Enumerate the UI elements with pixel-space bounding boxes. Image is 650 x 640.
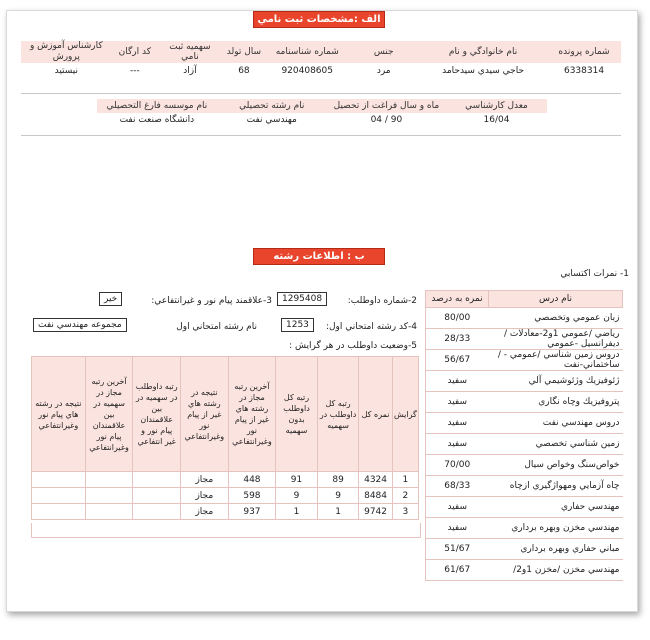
header-education-expert: كارشناس آموزش و پرورش [21,41,112,63]
grades-header-percent: نمره به درصد [426,291,489,308]
rank-cell [133,504,181,520]
rank-header-8: نتيجه در رشته هاي پيام نور وغيرانتفاعي [32,357,86,472]
rank-cell [32,504,86,520]
course-name: مباني حفاري وبهره برداري [489,539,623,560]
divider-1 [21,93,621,94]
rank-table [31,356,419,520]
table-row [32,504,419,520]
course-grade: 68/33 [426,476,489,497]
rank-cell: 9 [317,488,359,504]
rank-cell: 448 [228,472,276,488]
item-2-label: 2-شماره داوطلب: [347,296,417,306]
table-row [426,329,623,350]
graduation-date: 90 / 04 [370,114,403,125]
education-header-row [97,99,547,113]
rank-cell: 1 [276,504,318,520]
rank-table-footer [31,523,421,538]
rank-cell: 3 [392,504,418,520]
table-row [426,476,623,497]
course-name: رياضي /عمومي 1و2-معادلات / ديفرانسيل -عمومي [489,329,623,350]
rank-header-6: رتبه داوطلب در سهميه در بين علاقمندان پيام نور و غير انتفاعي [133,357,181,472]
header-file-number: شماره پرونده [547,41,621,63]
course-name: مهندسي مخزن /مخزن 1و2/ [489,560,623,581]
header-gender: جنس [348,41,419,63]
registration-header-row [21,41,621,63]
course-name: دروس مهندسي نفت [489,413,623,434]
gpa: 16/04 [483,114,510,125]
header-field-of-study: نام رشته تحصيلي [217,99,327,113]
table-row [426,560,623,581]
rank-cell: 1 [392,472,418,488]
course-grade: سفيد [426,392,489,413]
rank-cell: 89 [317,472,359,488]
header-full-name: نام خانوادگي و نام [419,41,547,63]
course-grade: سفيد [426,497,489,518]
rank-cell: 4324 [359,472,392,488]
course-name: زبان عمومي وتخصصي [489,308,623,329]
course-grade: 61/67 [426,560,489,581]
quota: آزاد [183,66,197,76]
file-number: 6338314 [563,66,605,76]
rank-header-row [32,357,419,472]
rank-header-0: گرايش [392,357,418,472]
table-row [426,518,623,539]
table-row [426,392,623,413]
table-row [426,350,623,371]
rank-header-4: آخرين رتبه مجاز در رشته هاي غير از پيام نور وغيرانتفاعي [228,357,276,472]
id-number: 920408605 [281,66,333,76]
education-expert: نيستيد [54,66,78,76]
course-grade: 70/00 [426,455,489,476]
rank-cell [32,472,86,488]
registration-value-row [21,63,621,79]
section-b-title: ب : اطلاعات رشته امتحاني اول [253,248,385,265]
birth-year: 68 [238,66,250,76]
divider-2 [21,135,621,136]
gender: مرد [376,66,391,76]
rank-cell: مجاز [181,504,229,520]
rank-cell: 937 [228,504,276,520]
course-grade: 80/00 [426,308,489,329]
rank-cell: 9 [276,488,318,504]
rank-cell [133,472,181,488]
rank-header-7: آخرين رتبه مجاز در سهميه در بين علاقمندان پيام نور وغيرانتفاعي [85,357,133,472]
rank-cell: 8484 [359,488,392,504]
header-graduation-date: ماه و سال فراغت از تحصيل [327,99,446,113]
course-name: مهندسي حفاري [489,497,623,518]
header-id-number: شماره شناسنامه [266,41,348,63]
course-grade: 28/33 [426,329,489,350]
course-grade: سفيد [426,518,489,539]
candidate-number-box: 1295408 [277,292,327,306]
table-row [426,434,623,455]
table-row [426,539,623,560]
course-name: چاه آزمايي ومهواژگيري ازچاه [489,476,623,497]
rank-cell: مجاز [181,472,229,488]
header-institution: نام موسسه فارغ التحصيلي [97,99,217,113]
rank-header-1: نمره كل [359,357,392,472]
rank-header-2: رتبه كل داوطلب در سهميه [317,357,359,472]
field-name-label: نام رشته امتحاني اول [176,322,257,332]
report-page [6,10,638,612]
course-name: پتروفيزيك وچاه نگاري [489,392,623,413]
rank-cell [133,488,181,504]
table-row [32,488,419,504]
item-3-label: 3-علاقمند پيام نور و غيرانتفاعي: [151,296,272,306]
full-name: حاجي سيدي سيدحامد [442,66,525,76]
field-of-study: مهندسي نفت [246,114,297,125]
rank-header-3: رتبه كل داوطلب بدون سهميه [276,357,318,472]
item-5-label: 5-وضعيت داوطلب در هر گرايش : [289,341,417,351]
org-code: --- [129,66,140,76]
rank-cell: 598 [228,488,276,504]
grades-header-row [426,291,623,308]
header-org-code: كد ارگان [112,41,159,63]
grades-title: 1- نمرات اكتسابي [560,269,629,279]
rank-cell: مجاز [181,488,229,504]
rank-cell: 2 [392,488,418,504]
section-a-title: الف :مشخصات ثبت نامي [253,11,385,28]
rank-cell: 1 [317,504,359,520]
institution: دانشگاه صنعت نفت [119,114,195,125]
header-birth-year: سال تولد [222,41,266,63]
course-grade: 51/67 [426,539,489,560]
item-4-label: 4-كد رشته امتحاني اول: [325,322,417,332]
course-name: زمين شناسي تخصصي [489,434,623,455]
header-gpa: معدل كارشناسي [446,99,547,113]
course-grade: 56/67 [426,350,489,371]
education-info-table [97,99,547,126]
header-quota: سهميه ثبت نامي [158,41,222,63]
course-grade: سفيد [426,413,489,434]
course-name: خواص‌سنگ وخواص سيال [489,455,623,476]
rank-header-5: نتيجه در رشته هاي غير از پيام نور وغيرانتفاعي [181,357,229,472]
course-name: ژئوفيزيك وژئوشيمي آلي [489,371,623,392]
rank-cell [85,504,133,520]
grades-table [425,290,623,581]
field-code-box: 1253 [281,318,314,332]
table-row [426,413,623,434]
education-value-row [97,113,547,126]
course-name: دروس زمين شناسي /عمومي - / ساختماني-نفت [489,350,623,371]
table-row [426,497,623,518]
table-row [426,455,623,476]
registration-info-table [21,41,621,79]
table-row [32,472,419,488]
rank-cell [32,488,86,504]
table-row [426,371,623,392]
grades-header-course: نام درس [489,291,623,308]
rank-cell: 91 [276,472,318,488]
interest-box: خير [99,292,122,306]
course-grade: سفيد [426,434,489,455]
course-name: مهندسي مخزن وبهره برداري [489,518,623,539]
table-row [426,308,623,329]
field-name-box: مجموعه مهندسي نفت [33,318,127,332]
rank-cell [85,488,133,504]
course-grade: سفيد [426,371,489,392]
rank-cell: 9742 [359,504,392,520]
rank-cell [85,472,133,488]
